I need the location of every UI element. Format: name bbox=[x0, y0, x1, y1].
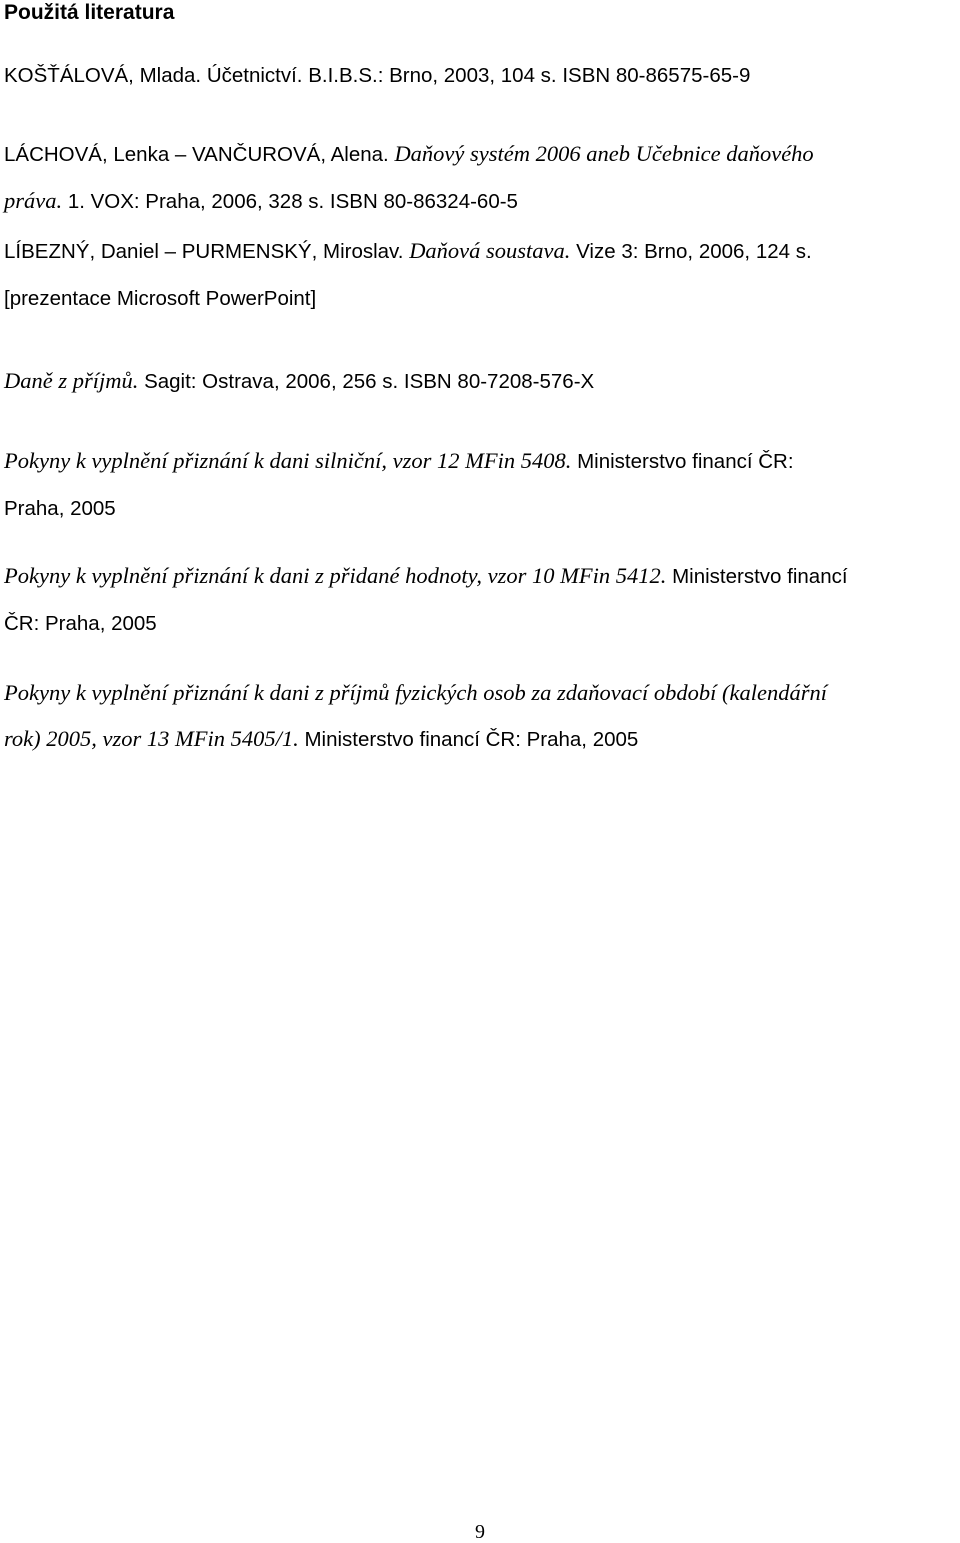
reference-line bbox=[4, 600, 956, 647]
reference-line bbox=[4, 670, 956, 716]
reference-entry bbox=[4, 131, 956, 225]
reference-line bbox=[4, 553, 956, 600]
reference-title-text: Pokyny k vyplnění přiznání k dani z přidané hodnoty, vzor 10 MFin 5412. bbox=[4, 563, 667, 588]
reference-title-text: Daně z příjmů. bbox=[4, 368, 139, 393]
reference-line bbox=[4, 131, 956, 178]
reference-text: Ministerstvo financí bbox=[666, 565, 848, 588]
reference-title-text: práva. bbox=[4, 188, 63, 213]
reference-text: LÁCHOVÁ, Lenka – VANČUROVÁ, Alena. bbox=[4, 143, 395, 166]
reference-line bbox=[4, 485, 956, 532]
reference-text: [prezentace Microsoft PowerPoint] bbox=[4, 287, 317, 310]
reference-text: Ministerstvo financí ČR: bbox=[571, 450, 794, 473]
reference-entry bbox=[4, 670, 956, 763]
reference-line bbox=[4, 438, 956, 485]
reference-text: LÍBEZNÝ, Daniel – PURMENSKÝ, Miroslav. bbox=[4, 240, 410, 263]
reference-entry bbox=[4, 438, 956, 532]
reference-line bbox=[4, 716, 956, 763]
reference-text: 1. VOX: Praha, 2006, 328 s. ISBN 80-86324-60-5 bbox=[62, 190, 518, 213]
page-heading: Použitá literatura bbox=[4, 1, 175, 24]
reference-text: Vize 3: Brno, 2006, 124 s. bbox=[570, 240, 812, 263]
reference-entry bbox=[4, 52, 956, 99]
reference-text: KOŠŤÁLOVÁ, Mlada. bbox=[4, 64, 207, 87]
reference-text: Účetnictví. B.I.B.S.: Brno, 2003, 104 s. ISBN 80-86575-65-9 bbox=[206, 64, 751, 87]
page-number: 9 bbox=[475, 1521, 485, 1543]
reference-text: Ministerstvo financí ČR: Praha, 2005 bbox=[298, 728, 639, 751]
reference-line bbox=[4, 275, 956, 322]
reference-title-text: Daňová soustava. bbox=[409, 238, 571, 263]
reference-title-text: Pokyny k vyplnění přiznání k dani silniční, vzor 12 MFin 5408. bbox=[4, 448, 572, 473]
reference-entry bbox=[4, 228, 956, 322]
reference-line bbox=[4, 358, 956, 405]
reference-title-text: Daňový systém 2006 aneb Učebnice daňového bbox=[394, 141, 814, 166]
reference-entry bbox=[4, 358, 956, 405]
reference-title-text: rok) 2005, vzor 13 MFin 5405/1. bbox=[4, 726, 299, 751]
reference-entry bbox=[4, 553, 956, 647]
reference-line bbox=[4, 228, 956, 275]
reference-text: Sagit: Ostrava, 2006, 256 s. ISBN 80-7208-576-X bbox=[138, 370, 595, 393]
reference-text: ČR: Praha, 2005 bbox=[4, 612, 157, 635]
reference-line bbox=[4, 52, 956, 99]
reference-line bbox=[4, 178, 956, 225]
reference-title-text: Pokyny k vyplnění přiznání k dani z příjmů fyzických osob za zdaňovací období (kalendářní bbox=[4, 680, 827, 705]
reference-text: Praha, 2005 bbox=[4, 497, 116, 520]
